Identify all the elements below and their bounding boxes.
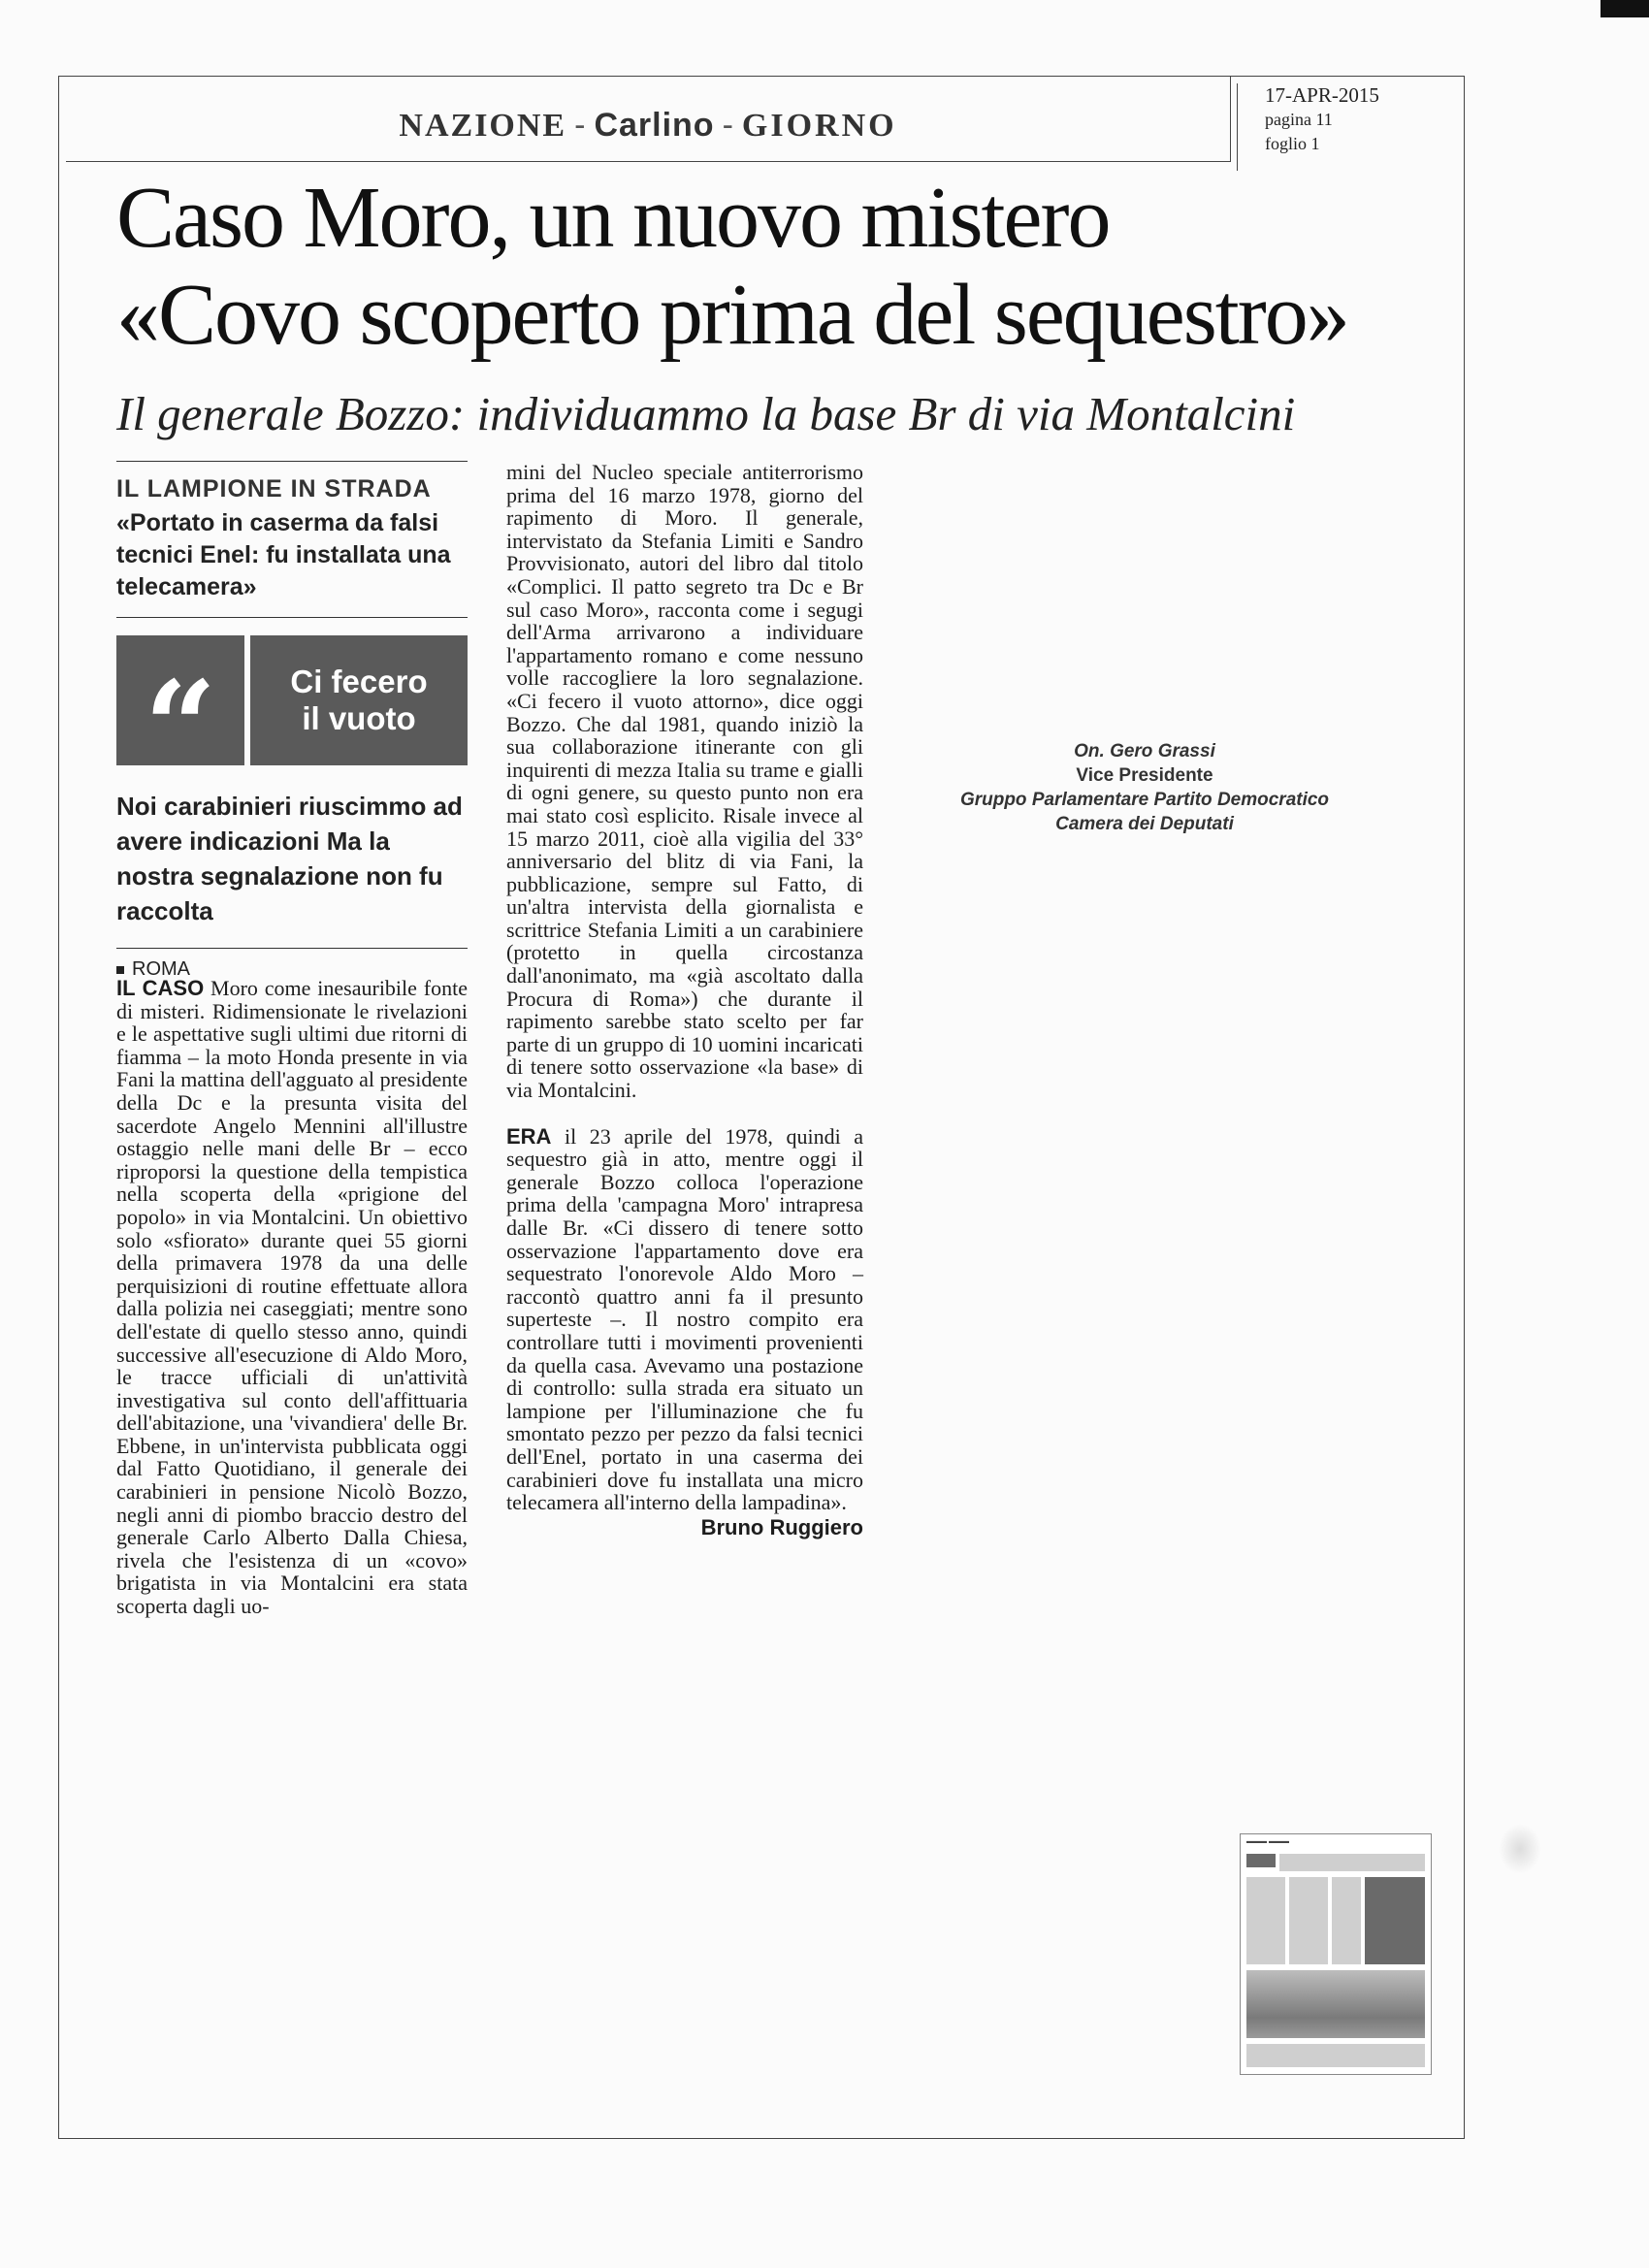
date: 17-APR-2015 xyxy=(1265,83,1379,107)
divider xyxy=(116,617,468,618)
headline-line-2: «Covo scoperto prima del sequestro» xyxy=(116,267,1348,363)
masthead-separator: - xyxy=(574,107,587,144)
article-text: il 23 aprile del 1978, quindi a sequestro già in atto, mentre oggi il generale Bozzo colloca l'operazione prima della 'campagna Moro' intrapresa dalle Br. «Ci dissero di tenere sotto osservazione l'appartamento dove era sequestrato l'onorevole Aldo Moro – raccontò quattro anni fa il presunto superteste –. Il nostro compito era controllare tutti i movimenti provenienti da quella casa. Avevamo una postazione di controllo: sulla strada era situato un lampione per l'illuminazione che fu smontato pezzo per pezzo da falsi tecnici dell'Enel, portato in una caserma dei carabinieri dove fu installata una micro telecamera all'interno della lampadina». xyxy=(506,1123,864,1515)
sidebar-box xyxy=(116,461,468,981)
stamp-chamber: Camera dei Deputati xyxy=(1055,814,1234,834)
stamp-role: Vice Presidente xyxy=(1076,765,1213,786)
scan-smudge xyxy=(1499,1824,1541,1874)
lead-in: IL CASO xyxy=(116,976,205,1000)
article-column-1 xyxy=(116,977,468,1618)
byline: Bruno Ruggiero xyxy=(700,1514,863,1539)
article-text: Moro come inesauribile fonte di misteri. Ridimensionate le rivelazioni e le aspettative sugli ultimi due ritorni di fiamma – la moto Honda presente in via Fani la mattina dell'agguato al presidente della Dc e la presunta visita del sacerdote Angelo Mennini all'illustre ostaggio nelle mani delle Br – ecco riproporsi la questione della tempistica nella scoperta della «prigione del popolo» in via Montalcini. Un obiettivo solo «sfiorato» durante quei 55 giorni della primavera 1978 da una delle perquisizioni di routine effettuate allora dalla polizia nei caseggiati; mentre sono dell'estate di quello stesso anno, quindi successive all'esecuzione di Aldo Moro, le tracce ufficiali di un'attività investigativa sul conto dell'affittuaria dell'abitazione, una 'vivandiera' delle Br. Ebbene, in un'intervista pubblicata oggi dal Fatto Quotidiano, il generale dei carabinieri in pensione Nicolò Bozzo, negli anni di piombo braccio destro del generale Carlo Alberto Dalla Chiesa, rivela che l'esistenza di un «covo» brigatista in via Montalcini era stata scoperta dagli uo- xyxy=(116,976,468,1619)
subheadline: Il generale Bozzo: individuammo la base Br di via Montalcini xyxy=(116,387,1296,440)
masthead-giorno: GIORNO xyxy=(741,108,897,144)
page-thumbnail-image: ▬▬▬ ▬▬▬ xyxy=(1240,1833,1432,2075)
pull-quote-line-2: il vuoto xyxy=(302,700,416,736)
masthead-nazione: NAZIONE xyxy=(399,108,567,144)
masthead-separator: - xyxy=(722,107,734,144)
masthead xyxy=(66,107,1230,145)
masthead-carlino: Carlino xyxy=(594,107,715,144)
sidebar-summary: Noi carabinieri riuscimmo ad avere indicazioni Ma la nostra segnalazione non fu raccolta xyxy=(116,792,463,925)
divider xyxy=(116,948,468,949)
dateline-location: ROMA xyxy=(116,958,468,981)
masthead-box xyxy=(66,76,1231,162)
article-paragraph xyxy=(506,1125,863,1514)
sheet-number: foglio 1 xyxy=(1265,134,1320,153)
headline-line-1: Caso Moro, un nuovo mistero xyxy=(116,170,1110,266)
lead-in: ERA xyxy=(506,1123,552,1149)
stamp-group: Gruppo Parlamentare Partito Democratico xyxy=(959,790,1330,810)
quote-box xyxy=(116,635,468,801)
page-number: pagina 11 xyxy=(1265,110,1333,129)
pull-quote-line-1: Ci fecero xyxy=(290,664,428,699)
article-column-2 xyxy=(506,461,863,1539)
scan-corner-mark xyxy=(1600,0,1649,17)
headline xyxy=(116,170,1474,364)
article-text: mini del Nucleo speciale antiterrorismo prima del 16 marzo 1978, giorno del rapimento di Moro. Il generale, intervistato da Stefania Limiti e Sandro Provvisionato, autori del libro dal titolo «Complici. Il patto segreto tra Dc e Br sul caso Moro», racconta come i segugi dell'Arma arrivarono a individuare l'appartamento romano e come nessuno volle raccogliere la loro segnalazione. «Ci fecero il vuoto attorno», dice oggi Bozzo. Che dal 1981, quando iniziò la sua collaborazione itinerante con gli inquirenti di mezza Italia su trame e gialli di ogni genere, su questo punto non era mai stato così esplicito. Risale invece al 15 marzo 2011, cioè alla vigilia del 33° anniversario del blitz di via Fani, la pubblicazione, sempre sul Fatto, di un'altra intervista della giornalista e scrittrice Stefania Limiti a un carabiniere (protetto in quella circostanza dall'anonimato, ma «già ascoltato dalla Procura di Roma») che durante il rapimento sarebbe stato scelto per far parte di un gruppo di 10 uomini incaricati di tenere sotto osservazione «la base» di via Montalcini. xyxy=(506,460,863,1103)
deputy-stamp xyxy=(931,739,1358,836)
pull-quote xyxy=(250,635,468,765)
dateline xyxy=(1237,83,1460,171)
sidebar-headline: «Portato in caserma da falsi tecnici Enel: fu installata una telecamera» xyxy=(116,509,451,600)
divider xyxy=(116,461,468,462)
quote-mark-icon: “ xyxy=(116,635,244,765)
stamp-name: On. Gero Grassi xyxy=(1074,741,1215,761)
sidebar-kicker: IL LAMPIONE IN STRADA xyxy=(116,475,432,502)
